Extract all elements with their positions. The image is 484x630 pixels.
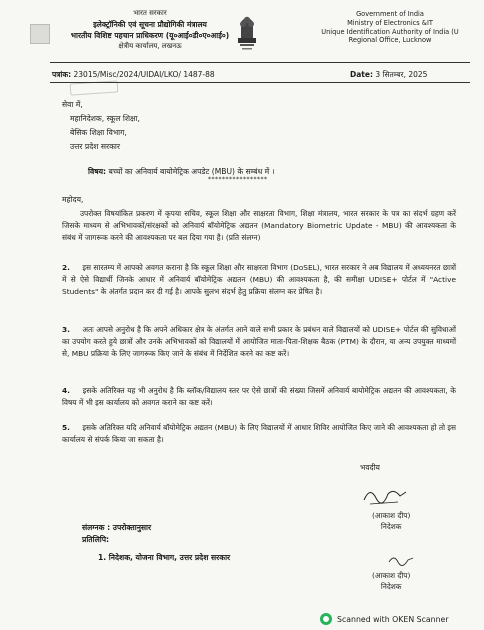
paragraph-text: इसके अतिरिक्त यह भी अनुरोध है कि ब्लॉक/विद्यालय स्तर पर ऐसे छात्रों की संख्या जिसमें अनिवार्य बायोमेट्रिक अद्यतन की आवश्यकता, के विषय में भी इस कार्यालय को अवगत कराने का कष्ट करें। (62, 386, 456, 407)
letter-date (350, 70, 427, 80)
header-english-line: Ministry of Electronics &IT (347, 18, 433, 27)
header-hindi (60, 8, 240, 52)
subject-text: बच्चों का अनिवार्य बायोमेट्रिक अपडेट (MBU) के सम्बंध में । (108, 167, 275, 176)
reference-label: पत्रांक: (52, 70, 72, 79)
header-divider (50, 62, 470, 63)
initials-scribble (386, 552, 416, 568)
signatory-designation: निदेशक (380, 522, 402, 531)
signatory-designation: निदेशक (380, 582, 402, 591)
recipient-address (62, 98, 140, 154)
paragraph-4 (62, 385, 456, 409)
signatory-name: (आकाश दीप) (372, 511, 411, 520)
header-english-line: Unique Identification Authority of India (U (321, 27, 459, 36)
signatory-block-2 (372, 570, 410, 592)
signatory-name: (आकाश दीप) (372, 571, 411, 580)
scanner-logo-icon (320, 613, 332, 625)
salutation: महोदय, (62, 195, 84, 204)
subject-label: विषय: (88, 167, 107, 176)
header-english-line: Regional Office, Lucknow (348, 36, 432, 45)
address-line: महानिदेशक, स्कूल शिक्षा, (70, 114, 140, 123)
address-line: सेवा में, (62, 100, 83, 109)
header-hindi-line: क्षेत्रीय कार्यालय, लखनऊ (118, 42, 182, 50)
paragraph-number: 5. (62, 423, 70, 432)
closing-word: भवदीय (360, 463, 380, 472)
paragraph-text: अतः आपसे अनुरोध है कि अपने अधिकार क्षेत्र के अंतर्गत आने वाले सभी प्रकार के प्रबंधन वाले विद्यालयों को UDISE+ पोर्टल की सुविधाओं का उपयोग करते हुये छात्रों और उनके अभिभावकों को विद्यालयों में आयोजित माता-पिता-शिक्षक बैठक (PTM) के दौरान, या अन्य उपयुक्त माध्यमों से, MBU प्रक्रिया के लिए जागरूक किए जाने के संबंध में निर्देशित करने का कष्ट करें। (62, 325, 456, 358)
reference-value: 23015/Misc/2024/UIDAI/LKO/ 1487-88 (73, 70, 215, 79)
date-label: Date: (350, 70, 373, 79)
date-value: 3 सितम्बर, 2025 (375, 70, 428, 79)
national-emblem-icon (232, 8, 262, 54)
signatory-block (372, 510, 410, 532)
paragraph-3 (62, 324, 456, 360)
copy-to-label: प्रतिलिपि: (82, 535, 110, 544)
scanner-text: Scanned with OKEN Scanner (337, 614, 449, 624)
copy-to-item: 1. निदेशक, योजना विभाग, उत्तर प्रदेश सरकार (98, 553, 231, 562)
header-english (300, 10, 480, 45)
paragraph-text: इस सारतम्य में आपको अवगत कराना है कि स्कूल शिक्षा और साक्षरता विभाग (DoSEL), भारत सरकार ने अब विद्यालय में अध्ययनरत छात्रों में से ऐसे विद्यार्थी जिनके आधार में अनिवार्य बॉयोमेट्रिक अद्यतन (MBU) की आवश्यकता है, की समीक्षा UDISE+ पोर्टल में "Active Students" के अंतर्गत प्रदान कर दी गई है। आपके सुलभ संदर्भ हेतु प्रक्रिया संलग्न कर प्रेषित है। (62, 263, 456, 296)
paragraph-2 (62, 262, 456, 298)
subject-stars: ***************** (208, 176, 268, 183)
header-hindi-line: भारतीय विशिष्ट पहचान प्राधिकरण (यू०आई०डी०ए०आई०) (70, 31, 230, 40)
paragraph-number: 3. (62, 325, 70, 334)
address-line: उत्तर प्रदेश सरकार (70, 142, 121, 151)
paragraph-text: उपरोक्त विषयांकित प्रकरण में कृपया सचिव, स्कूल शिक्षा और साक्षरता विभाग, शिक्षा मंत्रालय, भारत सरकार के पत्र का संदर्भ ग्रहण करें जिसके माध्यम से अभिभावकों/संरक्षकों को अनिवार्य बॉयोमेट्रिक अद्यतन (Mandatory Biometric Update - MBU) की आवश्यकता के संबंध में जागरूक करने की आवश्यकता पर बल दिया गया है। (प्रति संलग्न) (62, 209, 456, 242)
enclosure-line: संलग्नक : उपरोक्तानुसार (82, 523, 152, 532)
paragraph-number: 4. (62, 386, 70, 395)
paragraph-text: इसके अतिरिक्त यदि अनिवार्य बॉयोमेट्रिक अद्यतन (MBU) के लिए विद्यालयों में आधार शिविर आयोजित किए जाने की आवश्यकता हो तो इस कार्यालय से संपर्क किया जा सकता है। (62, 423, 456, 444)
address-line: बेसिक शिक्षा विभाग, (70, 128, 127, 137)
paragraph-number: 2. (62, 263, 70, 272)
reference-number (52, 70, 215, 80)
page-corner-fold (30, 24, 50, 44)
reference-divider (50, 82, 470, 83)
header-english-line: Government of India (356, 10, 424, 18)
scanner-watermark (320, 613, 449, 625)
signature-scribble (360, 482, 410, 510)
paragraph-5 (62, 422, 456, 446)
header-hindi-line: इलेक्ट्रॉनिकी एवं सूचना प्रौद्योगिकी मंत्रालय (93, 20, 207, 29)
paragraph-1 (62, 208, 456, 244)
header-hindi-line: भारत सरकार (133, 9, 167, 17)
